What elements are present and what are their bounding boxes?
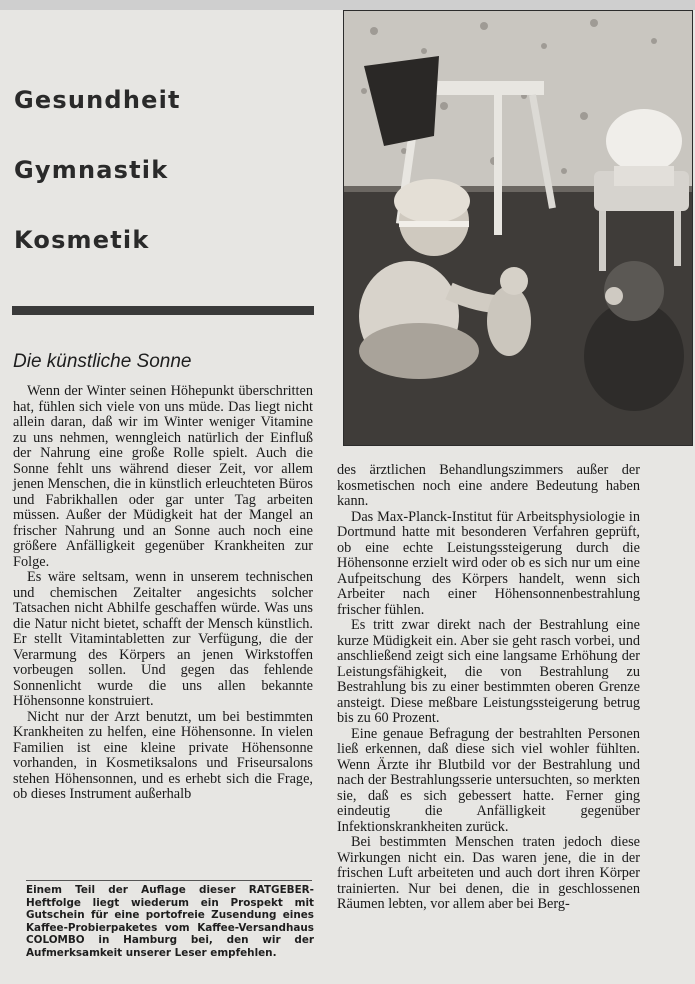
scan-edge (0, 0, 695, 10)
photo-illustration (344, 11, 692, 445)
paragraph: Das Max-Planck-Institut für Arbeitsphysiologie in Dortmund hatte mit besonderen Verfahren geprüft, ob eine echte Leistungssteigerung durch die Höhensonne erzielt wird oder ob es sich nur um eine Aufpeitschung des Körpers handelt, wenn sich Arbeiter nach einer Höhensonnenbestrahlung frischer fühlen. (337, 508, 640, 618)
photo-child-with-sunlamp (343, 10, 693, 446)
article-column-left (13, 384, 313, 803)
paragraph: Nicht nur der Arzt benutzt, um bei bestimmten Krankheiten zu helfen, eine Höhensonne. In vielen Familien ist eine kleine private Höhensonne vorhanden, in Kosmetiksalons und Friseursalons stehen Höhensonnen, und es erhebt sich die Frage, ob dieses Instrument außerhalb (13, 708, 313, 802)
notice-divider (26, 880, 312, 881)
paragraph: Eine genaue Befragung der bestrahlten Personen ließ erkennen, daß diese sich viel wohler fühlten. Wenn Ärzte ihr Blutbild vor der Bestrahlung und nach der Bestrahlungsserie untersuchten, so merkten sie, daß es sich gebessert hatte. Ferner ging eindeutig die Anfälligkeit gegenüber Infektionskrankheiten zurück. (337, 725, 640, 835)
paragraph: Es wäre seltsam, wenn in unserem technischen und chemischen Zeitalter angesichts solcher Tatsachen nicht Abhilfe geschaffen würde. Was uns die Natur nicht bietet, schafft der Mensch künstlich. Er stellt Vitamintabletten zur Verfügung, die der Verarmung des Körpers an jenen Wirkstoffen vorbeugen sollen. Und gegen das fehlende Sonnenlicht wurde die uns allen bekannte Höhensonne konstruiert. (13, 569, 313, 709)
heading-kosmetik: Kosmetik (14, 226, 150, 254)
article-column-right (337, 463, 640, 913)
heading-gesundheit: Gesundheit (14, 86, 181, 114)
heading-gymnastik: Gymnastik (14, 156, 169, 184)
paragraph: Bei bestimmten Menschen traten jedoch diese Wirkungen nicht ein. Das waren jene, die in der frischen Luft arbeiteten und auch dort ihren Körper trainierten. Nur bei denen, die in geschlossenen Räumen lebten, vor allem aber bei Berg- (337, 834, 640, 912)
paragraph: Wenn der Winter seinen Höhepunkt überschritten hat, fühlen sich viele von uns müde. Das liegt nicht allein daran, daß wir im Winter weniger Vitamine zu uns nehmen, wenngleich natürlich der Einfluß der Nahrung eine große Rolle spielt. Auch die Sonne fehlt uns während dieser Zeit, vor allem jenen Menschen, die in künstlich erleuchteten Büros und Fabrikhallen oder gar unter Tag arbeiten müssen. Außer der Müdigkeit hat der Mangel an frischer Nahrung und an Sonne auch noch eine größere Anfälligkeit gegenüber Krankheiten zur Folge. (13, 383, 313, 570)
section-divider-bar (12, 306, 314, 315)
paragraph: des ärztlichen Behandlungszimmers außer der kosmetischen noch eine andere Bedeutung haben kann. (337, 462, 640, 509)
article-title: Die künstliche Sonne (13, 351, 192, 372)
advertising-notice: Einem Teil der Auflage dieser RATGEBER-Heftfolge liegt wiederum ein Prospekt mit Gutschein für eine portofreie Zusendung eines Kaffee-Probierpaketes vom Kaffee-Versandhaus COLOMBO in Hamburg bei, den wir der Aufmerksamkeit unserer Leser empfehlen. (26, 884, 314, 959)
paragraph: Es tritt zwar direkt nach der Bestrahlung eine kurze Müdigkeit ein. Aber sie geht rasch vorbei, und anschließend zeigt sich eine langsame Erhöhung der Leistungsfähigkeit, die von Bestrahlung zu Bestrahlung bis zu einer bestimmten oberen Grenze ansteigt. Diese meßbare Leistungssteigerung betrug bis zu 60 Prozent. (337, 617, 640, 726)
